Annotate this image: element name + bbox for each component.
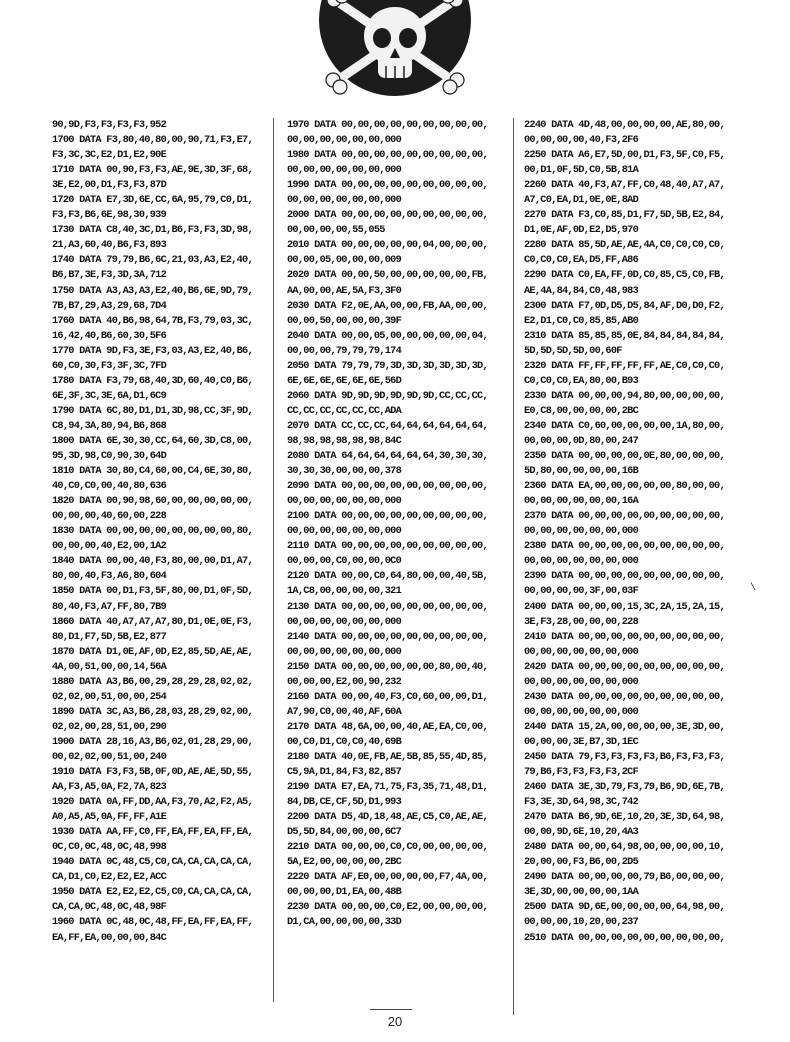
column-divider	[273, 118, 274, 1002]
listing-line: 1710 DATA 00,90,F3,F3,AE,9E,3D,3F,68,	[52, 164, 253, 177]
listing-line: 02,02,00,28,51,00,290	[52, 720, 167, 733]
listing-line: 1940 DATA 0C,48,C5,C0,CA,CA,CA,CA,CA,	[52, 856, 253, 869]
listing-line: 2290 DATA C0,EA,FF,0D,C0,85,C5,C0,FB,	[524, 269, 725, 282]
listing-line: CA,D1,C0,E2,E2,E2,ACC	[52, 871, 167, 884]
listing-line: 6E,6E,6E,6E,6E,6E,56D	[287, 374, 402, 387]
listing-line: 3E,F3,28,00,00,00,228	[524, 615, 639, 628]
listing-line: 5D,80,00,00,00,00,16B	[524, 465, 639, 478]
listing-line: 2080 DATA 64,64,64,64,64,64,30,30,30,	[287, 450, 488, 463]
listing-line: 1A,C8,00,00,00,00,321	[287, 585, 402, 598]
listing-line: 2340 DATA C0,60,00,00,00,00,1A,80,00,	[524, 419, 725, 432]
listing-line: 2020 DATA 00,00,50,00,00,00,00,00,FB,	[287, 269, 488, 282]
listing-line: 2050 DATA 79,79,79,3D,3D,3D,3D,3D,3D,	[287, 359, 488, 372]
listing-line: AA,00,00,AE,5A,F3,3F0	[287, 284, 402, 297]
listing-line: 1910 DATA F3,F3,5B,0F,0D,AE,AE,5D,55,	[52, 766, 253, 779]
listing-line: 1950 DATA E2,E2,E2,C5,C0,CA,CA,CA,CA,	[52, 886, 253, 899]
listing-line: 00,00,00,D1,EA,00,48B	[287, 886, 402, 899]
listing-line: 00,00,00,00,00,00,000	[287, 194, 402, 207]
listing-line: 00,D1,0F,5D,C0,5B,81A	[524, 164, 639, 177]
listing-line: 2170 DATA 48,6A,00,00,40,AE,EA,C0,00,	[287, 720, 488, 733]
listing-line: 1930 DATA AA,FF,C0,FF,EA,FF,EA,FF,EA,	[52, 826, 253, 839]
page-number: 20	[387, 1014, 403, 1029]
listing-line: 2250 DATA A6,E7,5D,00,D1,F3,5F,C0,F5,	[524, 149, 725, 162]
listing-line: 2450 DATA 79,F3,F3,F3,F3,B6,F3,F3,F3,	[524, 750, 725, 763]
listing-column-2	[287, 118, 488, 931]
listing-line: 1700 DATA F3,80,40,80,00,90,71,F3,E7,	[52, 134, 253, 147]
listing-line: 00,00,00,00,00,00,000	[524, 675, 639, 688]
listing-line: 2310 DATA 85,85,85,0E,84,84,84,84,84,	[524, 329, 725, 342]
listing-line: 2480 DATA 00,00,64,98,00,00,00,00,10,	[524, 841, 725, 854]
listing-line: 00,00,9D,6E,10,20,4A3	[524, 826, 639, 839]
listing-line: 2140 DATA 00,00,00,00,00,00,00,00,00,	[287, 630, 488, 643]
listing-line: 00,00,00,00,00,00,000	[524, 705, 639, 718]
listing-line: C5,9A,D1,84,F3,82,857	[287, 766, 402, 779]
listing-line: 1800 DATA 6E,30,30,CC,64,60,3D,C8,00,	[52, 434, 253, 447]
listing-line: F3,F3,B6,6E,98,30,939	[52, 209, 167, 222]
listing-line: 00,00,00,40,60,00,228	[52, 510, 167, 523]
listing-line: B6,B7,3E,F3,3D,3A,712	[52, 269, 167, 282]
listing-line: 2210 DATA 00,00,00,C0,C0,00,00,00,00,	[287, 841, 488, 854]
listing-line: A7,C0,EA,D1,0E,0E,8AD	[524, 194, 639, 207]
listing-line: 2330 DATA 00,00,00,94,80,00,00,00,00,	[524, 389, 725, 402]
listing-line: 2410 DATA 00,00,00,00,00,00,00,00,00,	[524, 630, 725, 643]
listing-line: 2150 DATA 00,00,00,00,00,00,80,00,40,	[287, 660, 488, 673]
listing-line: 2110 DATA 00,00,00,00,00,00,00,00,00,	[287, 540, 488, 553]
listing-line: 2090 DATA 00,00,00,00,00,00,00,00,00,	[287, 480, 488, 493]
listing-line: 2430 DATA 00,00,00,00,00,00,00,00,00,	[524, 690, 725, 703]
listing-line: 00,00,00,00,00,00,000	[524, 555, 639, 568]
listing-line: CC,CC,CC,CC,CC,CC,ADA	[287, 404, 402, 417]
listing-line: 2510 DATA 00,00,00,00,00,00,00,00,00,	[524, 931, 725, 944]
listing-line: 4A,00,51,00,00,14,56A	[52, 660, 167, 673]
listing-line: 1770 DATA 9D,F3,3E,F3,03,A3,E2,40,B6,	[52, 344, 253, 357]
listing-line: 6E,3F,3C,3E,6A,D1,6C9	[52, 389, 167, 402]
listing-line: 1780 DATA F3,79,68,40,3D,60,40,C0,B6,	[52, 374, 253, 387]
listing-line: 00,02,02,00,51,00,240	[52, 750, 167, 763]
listing-line: 2000 DATA 00,00,00,00,00,00,00,00,00,	[287, 209, 488, 222]
listing-line: 2260 DATA 40,F3,A7,FF,C0,48,40,A7,A7,	[524, 179, 725, 192]
listing-line: 1830 DATA 00,00,00,00,00,00,00,00,80,	[52, 525, 253, 538]
listing-line: 2220 DATA AF,E0,00,00,00,00,F7,4A,00,	[287, 871, 488, 884]
listing-line: 1870 DATA D1,0E,AF,0D,E2,85,5D,AE,AE,	[52, 645, 253, 658]
listing-line: 02,02,00,51,00,00,254	[52, 690, 167, 703]
listing-line: 5D,5D,5D,5D,00,60F	[524, 344, 622, 357]
listing-column-1	[52, 118, 253, 946]
listing-line: 2160 DATA 00,00,40,F3,C0,60,00,00,D1,	[287, 690, 488, 703]
listing-line: 00,C0,D1,C0,C0,40,69B	[287, 735, 402, 748]
listing-line: 00,00,05,00,00,00,009	[287, 254, 402, 267]
listing-line: 80,D1,F7,5D,5B,E2,877	[52, 630, 167, 643]
listing-line: 1760 DATA 40,B6,98,64,7B,F3,79,03,3C,	[52, 314, 253, 327]
listing-line: 2190 DATA E7,EA,71,75,F3,35,71,48,D1,	[287, 781, 488, 794]
listing-line: D1,0E,AF,0D,E2,D5,970	[524, 224, 639, 237]
listing-line: 5A,E2,00,00,00,00,2BC	[287, 856, 402, 869]
listing-line: 1740 DATA 79,79,B6,6C,21,03,A3,E2,40,	[52, 254, 253, 267]
listing-line: 2470 DATA B6,9D,6E,10,20,3E,3D,64,98,	[524, 811, 725, 824]
listing-line: 2010 DATA 00,00,00,00,00,04,00,00,00,	[287, 239, 488, 252]
listing-line: 30,30,30,00,00,00,378	[287, 465, 402, 478]
footer-rule	[370, 1009, 412, 1010]
listing-line: E2,D1,C0,C0,85,85,AB0	[524, 314, 639, 327]
listing-line: 2350 DATA 00,00,00,00,0E,80,00,00,00,	[524, 450, 725, 463]
listing-line: 2270 DATA F3,C0,85,D1,F7,5D,5B,E2,84,	[524, 209, 725, 222]
listing-line: 1820 DATA 00,90,98,60,00,00,00,00,00,	[52, 495, 253, 508]
listing-line: 2490 DATA 00,00,00,00,79,B6,00,00,00,	[524, 871, 725, 884]
listing-line: 1730 DATA C8,40,3C,D1,B6,F3,F3,3D,98,	[52, 224, 253, 237]
listing-line: 1920 DATA 0A,FF,DD,AA,F3,70,A2,F2,A5,	[52, 796, 253, 809]
listing-line: 16,42,40,B6,60,30,5F6	[52, 329, 167, 342]
listing-line: 2180 DATA 40,0E,FB,AE,5B,85,55,4D,85,	[287, 750, 488, 763]
listing-line: 2230 DATA 00,00,00,C0,E2,00,00,00,00,	[287, 901, 488, 914]
listing-line: AA,F3,A5,0A,F2,7A,823	[52, 781, 167, 794]
listing-line: 21,A3,60,40,B6,F3,893	[52, 239, 167, 252]
listing-line: A0,A5,A5,0A,FF,FF,A1E	[52, 811, 167, 824]
listing-line: 7B,B7,29,A3,29,68,7D4	[52, 299, 167, 312]
listing-line: 00,00,00,0D,80,00,247	[524, 434, 639, 447]
listing-line: 1720 DATA E7,3D,6E,CC,6A,95,79,C0,D1,	[52, 194, 253, 207]
listing-line: 20,00,00,F3,B6,00,2D5	[524, 856, 639, 869]
listing-line: 2420 DATA 00,00,00,00,00,00,00,00,00,	[524, 660, 725, 673]
listing-line: 1970 DATA 00,00,00,00,00,00,00,00,00,	[287, 119, 488, 131]
listing-line: 2320 DATA FF,FF,FF,FF,FF,AE,C0,C0,C0,	[524, 359, 725, 372]
listing-line: 00,00,00,00,3F,00,03F	[524, 585, 639, 598]
listing-line: A7,90,C0,00,40,AF,60A	[287, 705, 402, 718]
listing-line: 90,9D,F3,F3,F3,F3,952	[52, 119, 167, 131]
listing-line: 2100 DATA 00,00,00,00,00,00,00,00,00,	[287, 510, 488, 523]
listing-line: 84,DB,CE,CF,5D,D1,993	[287, 796, 402, 809]
listing-line: 2060 DATA 9D,9D,9D,9D,9D,9D,CC,CC,CC,	[287, 389, 488, 402]
listing-line: D1,CA,00,00,00,00,33D	[287, 916, 402, 929]
listing-line: 1860 DATA 40,A7,A7,A7,80,D1,0E,0E,F3,	[52, 615, 253, 628]
listing-line: 95,3D,98,C0,90,30,64D	[52, 450, 167, 463]
listing-line: 2280 DATA 85,5D,AE,AE,4A,C0,C0,C0,C0,	[524, 239, 725, 252]
listing-line: C0,C0,C0,EA,80,00,B93	[524, 374, 639, 387]
listing-line: 00,00,00,3E,B7,3D,1EC	[524, 735, 639, 748]
listing-line: 2360 DATA EA,00,00,00,00,00,80,00,00,	[524, 480, 725, 493]
listing-line: 00,00,00,C0,00,00,0C0	[287, 555, 402, 568]
listing-line: 2440 DATA 15,2A,00,00,00,00,3E,3D,00,	[524, 720, 725, 733]
listing-line: 2120 DATA 00,00,C0,64,80,00,00,40,5B,	[287, 570, 488, 583]
listing-line: 1790 DATA 6C,80,D1,D1,3D,98,CC,3F,9D,	[52, 404, 253, 417]
listing-line: 00,00,00,00,00,00,000	[524, 525, 639, 538]
listing-line: 2300 DATA F7,0D,D5,D5,84,AF,D0,D0,F2,	[524, 299, 725, 312]
listing-line: 1960 DATA 0C,48,0C,48,FF,EA,FF,EA,FF,	[52, 916, 253, 929]
skull-emblem-icon	[0, 0, 790, 110]
listing-line: 2400 DATA 00,00,00,15,3C,2A,15,2A,15,	[524, 600, 725, 613]
listing-line: 2370 DATA 00,00,00,00,00,00,00,00,00,	[524, 510, 725, 523]
listing-line: 98,98,98,98,98,98,84C	[287, 434, 402, 447]
listing-line: 2040 DATA 00,00,05,00,00,00,00,00,04,	[287, 329, 488, 342]
listing-line: 2130 DATA 00,00,00,00,00,00,00,00,00,	[287, 600, 488, 613]
listing-line: EA,FF,EA,00,00,00,84C	[52, 931, 167, 944]
listing-line: 79,B6,F3,F3,F3,F3,2CF	[524, 766, 639, 779]
listing-line: 60,C0,30,F3,3F,3C,7FD	[52, 359, 167, 372]
listing-line: 0C,C0,0C,48,0C,48,998	[52, 841, 167, 854]
listing-line: 1750 DATA A3,A3,A3,E2,40,B6,6E,9D,79,	[52, 284, 253, 297]
listing-line: 00,00,00,00,00,00,000	[287, 164, 402, 177]
listing-line: 3E,E2,00,D1,F3,F3,87D	[52, 179, 167, 192]
listing-line: AE,4A,84,84,C0,48,983	[524, 284, 639, 297]
listing-line: 00,00,00,00,00,00,000	[287, 645, 402, 658]
listing-line: 1900 DATA 28,16,A3,B6,02,01,28,29,00,	[52, 735, 253, 748]
listing-line: 2070 DATA CC,CC,CC,64,64,64,64,64,64,	[287, 419, 488, 432]
listing-line: CA,CA,0C,48,0C,48,98F	[52, 901, 167, 914]
column-divider	[513, 118, 514, 1015]
listing-line: F3,3E,3D,64,98,3C,742	[524, 796, 639, 809]
listing-line: C0,C0,C0,EA,D5,FF,A86	[524, 254, 639, 267]
margin-mark: \	[750, 583, 757, 594]
listing-line: 00,00,00,00,55,055	[287, 224, 385, 237]
listing-column-3	[524, 118, 725, 946]
listing-line: 2500 DATA 9D,6E,00,00,00,00,64,98,00,	[524, 901, 725, 914]
listing-line: 00,00,00,10,20,00,237	[524, 916, 639, 929]
listing-line: E0,C8,00,00,00,00,2BC	[524, 404, 639, 417]
listing-line: 80,40,F3,A7,FF,80,7B9	[52, 600, 167, 613]
listing-line: 3E,3D,00,00,00,00,1AA	[524, 886, 639, 899]
listing-line: 2380 DATA 00,00,00,00,00,00,00,00,00,	[524, 540, 725, 553]
listing-line: 40,C0,C0,00,40,80,636	[52, 480, 167, 493]
listing-line: 00,00,00,00,00,00,000	[524, 645, 639, 658]
listing-line: F3,3C,3C,E2,D1,E2,90E	[52, 149, 167, 162]
listing-line: 00,00,00,00,00,00,16A	[524, 495, 639, 508]
listing-line: 00,00,00,00,00,00,000	[287, 134, 402, 147]
listing-line: 80,00,40,F3,A6,80,604	[52, 570, 167, 583]
listing-line: 00,00,00,00,00,00,000	[287, 525, 402, 538]
listing-line: D5,5D,84,00,00,00,6C7	[287, 826, 402, 839]
listing-line: 00,00,00,00,00,00,000	[287, 615, 402, 628]
listing-line: 2240 DATA 4D,48,00,00,00,00,AE,80,00,	[524, 119, 725, 131]
listing-line: 1880 DATA A3,B6,00,29,28,29,28,02,02,	[52, 675, 253, 688]
listing-line: 00,00,50,00,00,00,39F	[287, 314, 402, 327]
listing-line: 2200 DATA D5,4D,18,48,AE,C5,C0,AE,AE,	[287, 811, 488, 824]
listing-line: 1810 DATA 30,80,C4,60,00,C4,6E,30,80,	[52, 465, 253, 478]
listing-line: 00,00,00,40,E2,00,1A2	[52, 540, 167, 553]
listing-line: 2460 DATA 3E,3D,79,F3,79,B6,9D,6E,7B,	[524, 781, 725, 794]
listing-line: 1990 DATA 00,00,00,00,00,00,00,00,00,	[287, 179, 488, 192]
listing-line: 1980 DATA 00,00,00,00,00,00,00,00,00,	[287, 149, 488, 162]
listing-line: 00,00,00,00,00,00,000	[287, 495, 402, 508]
listing-line: 00,00,00,00,40,F3,2F6	[524, 134, 639, 147]
listing-line: 1850 DATA 00,D1,F3,5F,80,00,D1,0F,5D,	[52, 585, 253, 598]
listing-line: 1840 DATA 00,00,40,F3,80,00,00,D1,A7,	[52, 555, 253, 568]
listing-line: 2390 DATA 00,00,00,00,00,00,00,00,00,	[524, 570, 725, 583]
listing-line: 00,00,00,79,79,79,174	[287, 344, 402, 357]
listing-line: 00,00,00,E2,00,90,232	[287, 675, 402, 688]
listing-line: C8,94,3A,80,94,B6,868	[52, 419, 167, 432]
listing-line: 2030 DATA F2,0E,AA,00,00,FB,AA,00,00,	[287, 299, 488, 312]
listing-line: 1890 DATA 3C,A3,B6,28,03,28,29,02,00,	[52, 705, 253, 718]
